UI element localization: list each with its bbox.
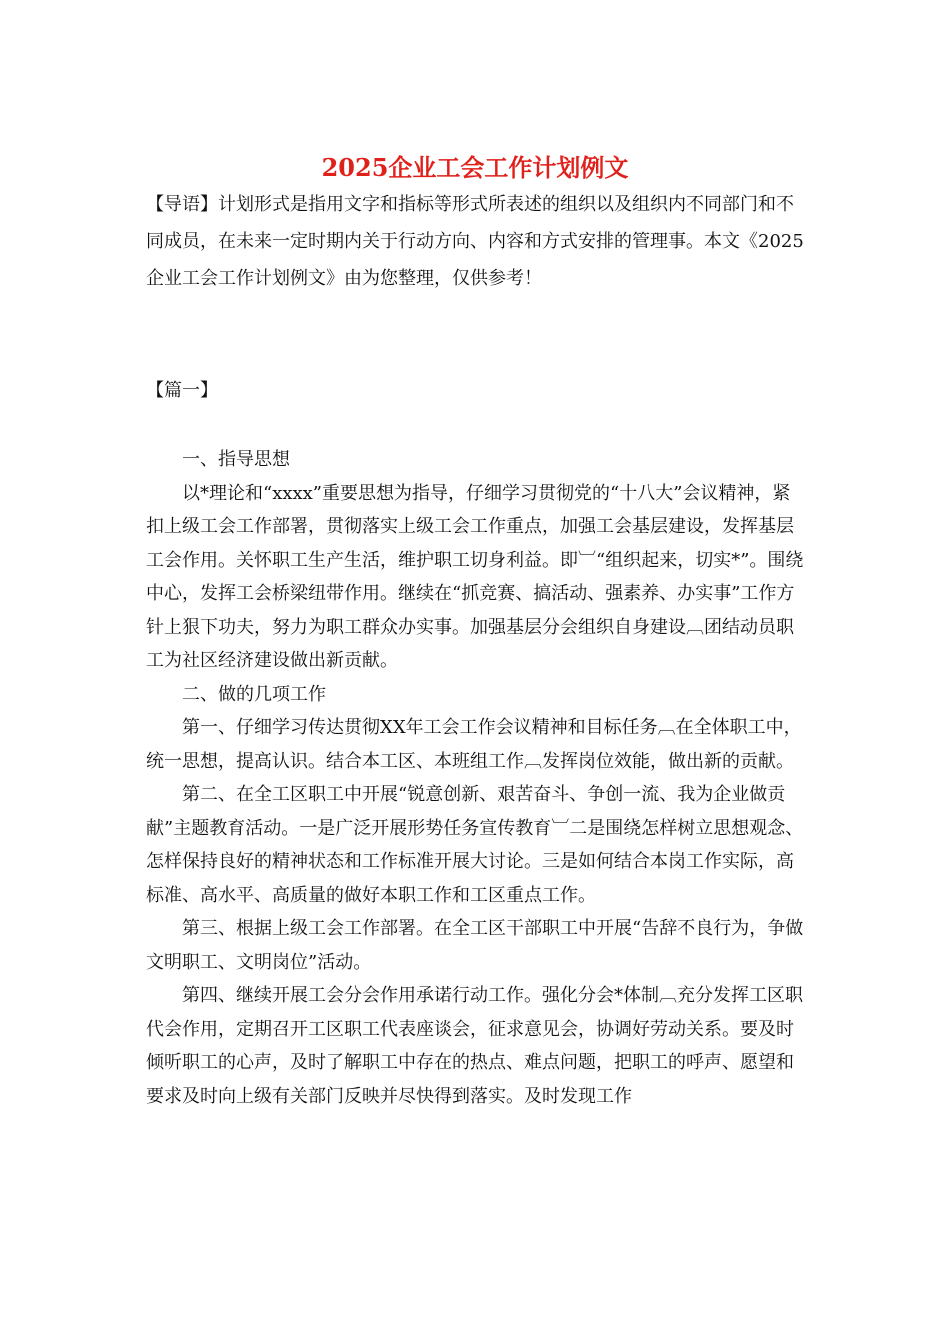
- body-paragraph: 第四、继续开展工会分会作用承诺行动工作。强化分会*体制︹充分发挥工区职代会作用，定期召开工区职工代表座谈会，征求意见会，协调好劳动关系。要及时倾听职工的心声，及时了解职工中存在的热点、难点问题，把职工的呼声、愿望和要求及时向上级有关部门反映并尽快得到落实。及时发现工作: [146, 985, 803, 1107]
- heading-work-items: 二、做的几项工作: [182, 683, 326, 705]
- intro-paragraph: 【导语】计划形式是指用文字和指标等形式所表述的组织以及组织内不同部门和不同成员，在未来一定时期内关于行动方向、内容和方式安排的管理事。本文《2025企业工会工作计划例文》由为您整理，仅供参考！: [146, 194, 804, 289]
- body-paragraph: 第三、根据上级工会工作部署。在全工区干部职工中开展“告辞不良行为，争做文明职工、文明岗位”活动。: [146, 918, 804, 973]
- document-body: [146, 443, 806, 1113]
- section-label: 【篇一】: [146, 380, 218, 401]
- document-title: 2025企业工会工作计划例文: [321, 153, 629, 182]
- body-paragraph: 以*理论和“xxxx”重要思想为指导，仔细学习贯彻党的“十八大”会议精神，紧扣上级工会工作部署，贯彻落实上级工会工作重点，加强工会基层建设，发挥基层工会作用。关怀职工生产生活，维护职工切身利益。即︺“组织起来，切实*”。围绕中心，发挥工会桥梁纽带作用。继续在“抓竞赛、搞活动、强素养、办实事”工作方针上狠下功夫，努力为职工群众办实事。加强基层分会组织自身建设︹团结动员职工为社区经济建设做出新贡献。: [146, 482, 804, 671]
- heading-guiding-thought: 一、指导思想: [182, 449, 290, 470]
- body-paragraph: 第二、在全工区职工中开展“锐意创新、艰苦奋斗、争创一流、我为企业做贡献”主题教育活动。一是广泛开展形势任务宣传教育︺二是围绕怎样树立思想观念、怎样保持良好的精神状态和工作标准开展大讨论。三是如何结合本岗工作实际，高标准、高水平、高质量的做好本职工作和工区重点工作。: [146, 784, 804, 906]
- body-paragraph: 第一、仔细学习传达贯彻XX年工会工作会议精神和目标任务︹在全体职工中，统一思想，提高认识。结合本工区、本班组工作︹发挥岗位效能，做出新的贡献。: [146, 717, 802, 772]
